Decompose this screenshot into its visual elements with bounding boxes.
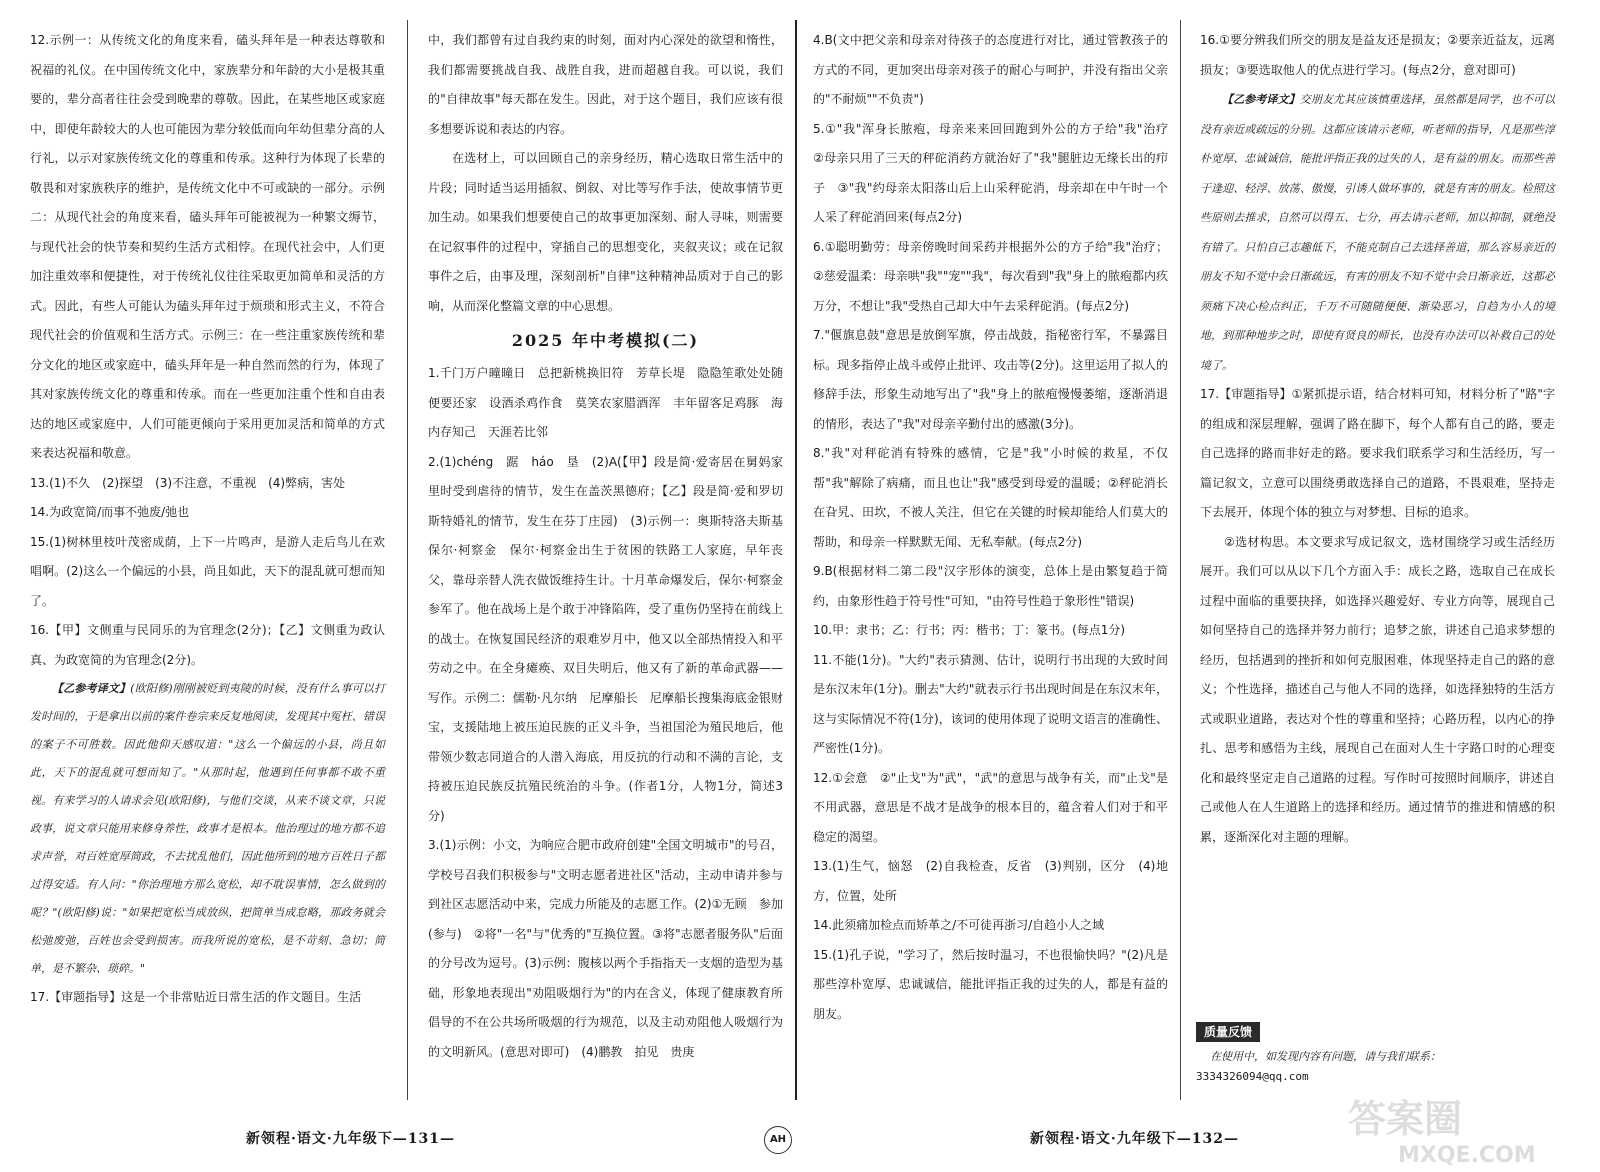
essay-material-tip: 在选材上，可以回顾自己的亲身经历，精心选取日常生活中的片段；同时适当运用插叙、倒叙、对比等写作手法，使故事情节更加生动。如果我们想要使自己的故事更加深刻、耐人寻味，则需要在记叙事件的过程中，穿插自己的思想变化，夹叙夹议；或在记叙事件之后，由事及理，深刻剖析"自律"这种精神品质对于自己的影响，从而深化整篇文章的中心思想。 — [428, 151, 783, 313]
reference-translation — [30, 675, 385, 983]
answer-11: 11.不能(1分)。"大约"表示猜测、估计，说明行书出现的大致时间是东汉末年(1分)。删去"大约"就表示行书出现时间是在东汉末年，这与实际情况不符(1分)，该词的使用体现了说明文语言的准确性、严密性(1分)。 — [813, 652, 1168, 755]
feedback-title: 质量反馈 — [1196, 1022, 1260, 1042]
answer-3: 3.(1)示例：小文，为响应合肥市政府创建"全国文明城市"的号召，学校号召我们积极参与"文明志愿者进社区"活动，主动申请并参与到社区志愿活动中来，完成力所能及的志愿工作。(2)①无顾 参加(参与) ②将"一名"与"优秀的"互换位置。③将"志愿者服务队"后面的分号改为逗号。(3)示例：腹核以两个手指指天一支烟的造型为基础，形象地表现出"劝阻吸烟行为"的内在含义，体现了健康教育所倡导的不在公共场所吸烟的行为规范，以及主动劝阻他人吸烟行为的文明新风。(意思对即可) (4)鹏教 拍见 贵庚 — [428, 838, 783, 1059]
answer-13: 13.(1)不久 (2)探望 (3)不注意，不重视 (4)弊病，害处 — [30, 475, 346, 490]
answer-17b-guide: 17.【审题指导】①紧抓提示语，结合材料可知，材料分析了"路"字的组成和深层理解，强调了路在脚下，每个人都有自己的路，要走自己选择的路而非好走的路。要求我们联系学习和生活经历，写一篇记叙文，立意可以围绕勇敢选择自己的道路，不畏艰难，坚持走下去展开，体现个体的独立与对梦想、目标的追求。 — [1200, 387, 1555, 519]
answer-column-1 — [30, 26, 385, 1111]
answer-15b: 15.(1)孔子说，"学习了，然后按时温习，不也很愉快吗？"(2)凡是那些淳朴宽厚、忠诚诚信，能批评指正我的过失的人，都是有益的朋友。 — [813, 947, 1168, 1021]
reference-text: (欧阳修)刚刚被贬到夷陵的时候，没有什么事可以打发时间的，于是拿出以前的案件卷宗来反复地阅读，发现其中冤枉、错误的案子不可胜数。因此他仰天感叹道："这么一个偏远的小县，尚且如此，天下的混乱就可想而知了。"从那时起，他遇到任何事都不敢不重视。有来学习的人请求会见(欧阳修)，与他们交谈，从来不谈文章，只说政事，说文章只能用来修身养性，政事才是根本。他治理过的地方都不追求声誉，对百姓宽厚简政，不去扰乱他们，因此他所到的地方百姓日子都过得安适。有人问："你治理地方那么宽松，却不耽误事情，怎么做到的呢？"(欧阳修)说："如果把宽松当成放纵，把简单当成怠略，那政务就会松弛废弛，百姓也会受到损害。而我所说的宽松，是不苛刻、急切；简单，是不繁杂、琐碎。" — [30, 682, 385, 975]
answer-9: 9.B(根据材料二第二段"汉字形体的演变，总体上是由繁复趋于简约，由象形性趋于符号性"可知，"由符号性趋于象形性"错误) — [813, 564, 1168, 608]
page-gutter-divider — [795, 20, 797, 1100]
quality-feedback — [1196, 1022, 1456, 1092]
feedback-email: 3334326094@qq.com — [1196, 1070, 1309, 1083]
column-divider — [407, 20, 408, 1100]
answer-16b: 16.①要分辨我们所交的朋友是益友还是损友；②要亲近益友，远离损友；③要选取他人的优点进行学习。(每点2分，意对即可) — [1200, 33, 1555, 77]
answer-column-4 — [1200, 26, 1555, 1016]
page-footer-right: 新领程·语文·九年级下—132— — [1030, 1131, 1239, 1147]
answer-12: 12.示例一：从传统文化的角度来看，磕头拜年是一种表达尊敬和祝福的礼仪。在中国传统文化中，家族辈分和年龄的大小是极其重要的，辈分高者往往会受到晚辈的尊敬。因此，在某些地区或家庭中，即使年龄较大的人也可能因为辈分较低而向年幼但辈分高的人行礼，以示对家族传统文化的尊重和传承。这种行为体现了长辈的敬畏和对家族秩序的维护，是传统文化中不可或缺的一部分。示例二：从现代社会的角度来看，磕头拜年可能被视为一种繁文缛节，与现代社会的快节奏和契约生活方式相悖。在现代社会中，人们更加注重效率和便捷性，对于传统礼仪往往采取更加简单和灵活的方式。因此，有些人可能认为磕头拜年过于烦琐和形式主义，不符合现代社会的价值观和生活方式。示例三：在一些注重家族传统和辈分文化的地区或家庭中，磕头拜年是一种自然而然的行为，体现了其对家族传统文化的尊重和传承。而在一些更加注重个性和自由表达的地区或家庭中，人们可能更倾向于采用更加灵活和简单的方式来表达祝福和敬意。 — [30, 33, 385, 460]
answer-5: 5.①"我"浑身长脓疱，母亲来来回回跑到外公的方子给"我"治疗 ②母亲只用了三天的秤砣消药方就治好了"我"腿脏边无缘长出的疖子 ③"我"约母亲太阳落山后上山采秤砣消，母亲却在中午时一个人采了秤砣消回来(每点2分) — [813, 121, 1181, 224]
answer-10: 10.甲：隶书；乙：行书；丙：楷书；丁：篆书。(每点1分) — [813, 623, 1126, 637]
answer-13b: 13.(1)生气，恼怒 (2)自我检查，反省 (3)判别，区分 (4)地方，位置，处所 — [813, 859, 1168, 903]
answer-15: 15.(1)树林里枝叶茂密成荫，上下一片鸣声，是游人走后鸟儿在欢唱啊。(2)这么一个偏远的小县，尚且如此，天下的混乱就可想而知了。 — [30, 534, 385, 608]
answer-6: 6.①聪明勤劳：母亲傍晚时间采药并根据外公的方子给"我"治疗；②慈爱温柔：母亲哄"我""宠""我"，每次看到"我"身上的脓疱都内疚万分，不想让"我"受热自己却大中午去采秤砣消。(每点2分) — [813, 239, 1168, 313]
answer-column-3 — [813, 26, 1181, 1111]
reference-label: 【乙参考译文】 — [52, 682, 131, 695]
reference-label-2: 【乙参考译文】 — [1222, 93, 1300, 106]
answer-1: 1.千门万户曈曈日 总把新桃换旧符 芳草长堤 隐隐笙歌处处随 便要还家 设酒杀鸡作食 莫笑农家腊酒浑 丰年留客足鸡豚 海内存知己 天涯若比邻 — [428, 366, 796, 439]
feedback-text: 在使用中，如发现内容有问题，请与我们联系： — [1210, 1050, 1441, 1063]
page-footer-left: 新领程·语文·九年级下—131— — [246, 1131, 455, 1147]
svg-text:MXQE.COM: MXQE.COM — [1398, 1143, 1536, 1168]
watermark-logo-icon — [1338, 1090, 1598, 1170]
svg-text:答案圈: 答案圈 — [1348, 1097, 1463, 1141]
answer-14b: 14.此须痛加检点而矫革之/不可徒再浙习/自趋小人之域 — [813, 918, 1105, 932]
answer-17b-material: ②选材构思。本文要求写成记叙文，选材围绕学习或生活经历展开。我们可以从以下几个方面入手：成长之路，选取自己在成长过程中面临的重要抉择，如选择兴趣爱好、专业方向等，展现自己如何坚持自己的选择并努力前行；追梦之旅，讲述自己追求梦想的经历，包括遇到的挫折和如何克服困难，体现坚持走自己的路的意义；个性选择，描述自己与他人不同的选择，如选择独特的生活方式或职业道路，表达对个性的尊重和坚持；心路历程，以内心的挣扎、思考和感悟为主线，展现自己在面对人生十字路口时的心理变化和最终坚定走自己道路的过程。写作时可按照时间顺序，讲述自己或他人在人生道路上的选择和经历。通过情节的推进和情感的积累，逐渐深化对主题的理解。 — [1200, 534, 1555, 844]
essay-guide-continued: 中，我们都曾有过自我约束的时刻，面对内心深处的欲望和惰性，我们都需要挑战自我、战胜自我，进而超越自我。可以说，我们的"自律故事"每天都在发生。因此，对于这个题目，我们应该有很多想要诉说和表达的内容。 — [428, 33, 783, 136]
column-divider — [1180, 20, 1181, 1100]
publisher-logo-icon: AH — [764, 1126, 792, 1154]
answer-12b: 12.①会意 ②"止戈"为"武"，"武"的意思与战争有关，而"止戈"是不用武器，意思是不战才是战争的根本目的，蕴含着人们对于和平稳定的渴望。 — [813, 770, 1168, 844]
answer-2: 2.(1)chéng 踞 háo 垦 (2)A(【甲】段是简·爱寄居在舅妈家里时受到虐待的情节，发生在盖茨黑德府；【乙】段是简·爱和罗切斯特婚礼的情节，发生在芬丁庄园) (3)示例一：奥斯特洛夫斯基 保尔·柯察金 保尔·柯察金出生于贫困的铁路工人家庭，早年丧父，靠母亲替人洗衣做饭维持生计。十月革命爆发后，保尔·柯察金参军了。他在战场上是个敢于冲锋陷阵，受了重伤仍坚持在前线上的战士。在恢复国民经济的艰难岁月中，他又以全部热情投入和平劳动之中。在全身瘫痪、双目失明后，他又有了新的革命武器——写作。示例二：儒勒·凡尔纳 尼摩船长 尼摩船长搜集海底金银财宝，支援陆地上被压迫民族的正义斗争，当祖国沦为殖民地后，他带领少数志同道合的人潜入海底，用反抗的行动和不满的言论，支持被压迫民族反抗殖民统治的斗争。(作者1分，人物1分，简述3分) — [428, 454, 796, 823]
reference-translation-2 — [1200, 85, 1555, 380]
answer-8: 8."我"对秤砣消有特殊的感情，它是"我"小时候的救星，不仅帮"我"解除了病痛，而且也让"我"感受到母爱的温暖；②秤砣消长在旮旯、田坎，不被人关注，但它在关键的时候却能给人们莫大的帮助，和母亲一样默默无闻、无私奉献。(每点2分) — [813, 446, 1168, 549]
answer-column-2 — [428, 26, 796, 1111]
answer-17-start: 17.【审题指导】这是一个非常贴近日常生活的作文题目。生活 — [30, 990, 362, 1004]
answer-14: 14.为政宽简/而事不弛废/弛也 — [30, 505, 190, 519]
reference-text-2: 交朋友尤其应该慎重选择，虽然都是同学，也不可以没有亲近或疏远的分别。这都应该请示老师，听老师的指导，凡是那些淳朴宽厚、忠诚诚信，能批评指正我的过失的人，是有益的朋友。而那些善于逢迎、轻浮、放荡、傲慢，引诱人做坏事的，就是有害的朋友。检照这些原则去推求，自然可以得五、七分，再去请示老师，加以抑制，就绝没有错了。只怕自己志趣低下，不能克制自己去选择善道，那么容易亲近的朋友不知不觉中会日渐疏远，有害的朋友不知不觉中会日渐亲近，这都必须痛下决心检点纠正，千万不可随随便便、渐染恶习，自趋为小人的境地，到那种地步之时，即使有贤良的师长，也没有办法可以补救自己的处境了。 — [1200, 93, 1556, 372]
answer-16: 16.【甲】文侧重与民同乐的为官理念(2分)；【乙】文侧重为政认真、为政宽简的为官理念(2分)。 — [30, 623, 385, 667]
section-title: 2025 年中考模拟(二) — [511, 331, 700, 350]
answer-4: 4.B(文中把父亲和母亲对待孩子的态度进行对比，通过管教孩子的方式的不同，更加突出母亲对孩子的耐心与呵护，并没有指出父亲的"不耐烦""不负责") — [813, 33, 1168, 106]
answer-7: 7."偃旗息鼓"意思是放倒军旗，停击战鼓，指秘密行军，不暴露目标。现多指停止战斗或停止批评、攻击等(2分)。这里运用了拟人的修辞手法，形象生动地写出了"我"身上的脓疱慢慢萎缩，逐渐消退的情形，表达了"我"对母亲辛勤付出的感激(3分)。 — [813, 328, 1168, 431]
